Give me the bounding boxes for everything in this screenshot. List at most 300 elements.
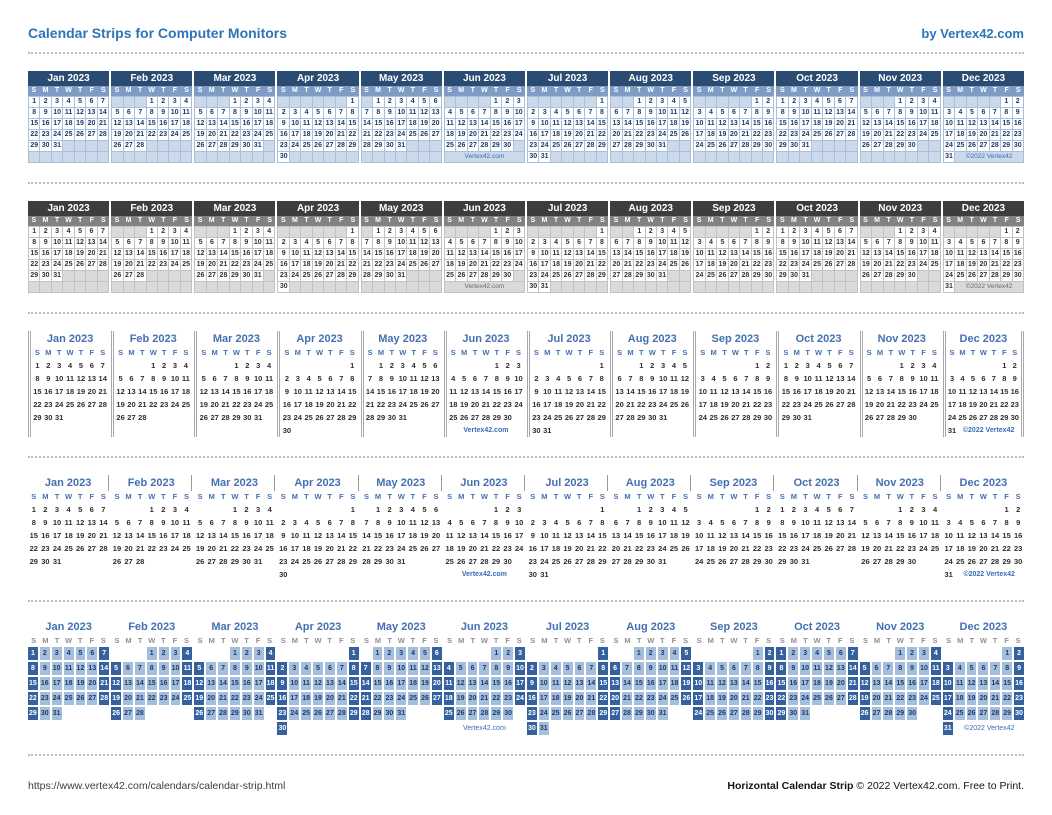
date-cell: 1 [776,647,786,660]
month-block [776,331,857,437]
date-cell: 24 [254,692,264,705]
date-cell: 18 [409,387,418,396]
date-cell: 16 [789,531,799,540]
date-cell: 14 [337,250,345,257]
date-cell: 24 [52,544,62,553]
day-letter: S [100,348,106,357]
date-cell: 2 [1016,505,1021,514]
date-cell: 2 [245,361,250,370]
day-letter: W [482,348,490,357]
date-cell: 28 [586,272,595,279]
date-cell: 27 [127,413,136,422]
day-letter: W [896,217,904,224]
date-cell: 3 [52,647,62,660]
date-cell: 7 [362,238,372,248]
date-cell [539,227,549,237]
date-cell: 3 [514,227,524,237]
date-cell: 23 [279,272,288,279]
date-cell: 8 [373,108,383,118]
month-block [527,619,608,735]
month-block [28,71,109,163]
day-letter: T [886,636,891,645]
date-cell: 9 [161,518,166,527]
month-title: May 2023 [376,621,426,633]
day-letter: S [600,217,605,224]
date-cell: 30 [40,707,50,720]
date-cell: 15 [896,250,905,257]
date-cell: 25 [707,142,715,149]
date-cell: 16 [527,692,537,705]
date-cell: 23 [646,544,655,553]
date-cell: 20 [469,131,477,138]
month-block [28,475,109,581]
date-cell [669,424,680,437]
date-cell: 20 [873,261,882,268]
date-grid [194,647,275,735]
date-cell: 19 [824,120,833,127]
date-cell: 22 [752,261,761,268]
date-cell: 28 [221,413,230,422]
copyright-title: Horizontal Calendar Strip [727,780,854,792]
day-letter: W [314,492,322,501]
date-cell: 2 [284,374,289,383]
date-cell [918,152,928,162]
date-cell: 22 [491,544,501,553]
source-url-link[interactable]: https://www.vertex42.com/calendars/calendar-strip.html [28,780,286,792]
date-cell [86,411,97,424]
date-cell [708,359,719,372]
date-cell: 3 [946,518,951,527]
date-cell [717,282,727,292]
date-cell: 9 [389,374,394,383]
date-cell: 4 [814,505,820,514]
date-cell: 28 [219,142,228,149]
day-letter: S [766,217,772,224]
date-cell: 11 [707,250,715,257]
date-cell [468,647,478,660]
date-cell: 21 [99,677,109,690]
date-cell: 31 [944,570,953,579]
date-cell: 30 [907,272,916,279]
date-cell: 20 [210,400,219,409]
date-cell: 21 [481,400,491,409]
date-cell [730,359,741,372]
date-cell [147,282,157,292]
day-letter: T [387,87,392,94]
day-letter: S [280,492,286,501]
date-cell: 9 [40,238,50,248]
calendar-strip-blue-bordered [28,71,1024,163]
date-cell [705,722,715,735]
date-cell: 18 [265,120,274,127]
date-cell: 24 [253,131,262,138]
date-cell [967,227,977,237]
date-cell: 27 [325,557,334,566]
month-title: Jan 2023 [45,621,92,633]
date-cell: 4 [816,361,821,370]
date-cell: 6 [978,238,988,248]
date-cell: 7 [135,662,145,675]
day-letter: T [636,636,642,645]
date-cell: 3 [803,505,808,514]
date-cell [834,555,846,568]
date-cell: 28 [586,707,596,720]
date-cell: 13 [730,250,738,257]
date-cell: 23 [648,400,657,409]
date-cell: 6 [729,238,739,248]
date-cell [906,568,918,581]
day-letter-row [448,347,524,359]
date-cell: 4 [812,97,822,107]
date-cell: 7 [744,374,749,383]
date-cell: 20 [875,400,885,409]
date-cell: 11 [707,120,715,127]
day-letter: T [470,87,475,94]
date-cell: 1 [637,505,642,514]
date-cell [598,722,608,735]
date-cell: 11 [930,374,939,383]
date-cell: 2 [241,227,251,237]
day-letter: F [255,348,261,357]
date-cell: 19 [420,531,429,540]
month-block [194,71,275,163]
date-cell: 3 [400,361,405,370]
date-cell [646,152,656,162]
date-cell: 23 [765,692,775,705]
date-cell [361,503,373,516]
date-cell: 9 [909,518,914,527]
day-letter: W [66,348,74,357]
day-letter: T [577,87,582,94]
date-cell [171,722,181,735]
date-cell: 21 [848,677,858,690]
date-cell: 23 [790,131,799,138]
date-cell: 1 [491,97,501,107]
date-cell: 21 [99,120,107,127]
date-cell: 18 [669,387,679,396]
date-cell [883,503,895,516]
date-cell [636,424,647,437]
date-cell: 19 [718,131,727,138]
date-cell: 14 [99,109,107,116]
day-letter: S [766,492,772,501]
date-cell: 10 [945,250,953,257]
month-title: Apr 2023 [277,201,358,216]
date-cell: 10 [943,677,953,690]
day-letter: W [148,87,156,94]
date-cell: 19 [825,387,834,396]
date-cell: 11 [554,387,563,396]
date-cell: 18 [302,544,311,553]
date-cell [220,359,231,372]
date-grid [693,503,774,581]
date-cell: 7 [585,108,595,118]
day-letter: F [754,217,760,224]
date-cell: 17 [397,250,406,257]
date-cell: 25 [930,131,939,138]
date-cell: 17 [514,120,523,127]
day-letter: S [1015,636,1021,645]
date-cell: 23 [503,544,512,553]
day-letter-row [28,635,109,647]
date-cell: 11 [408,239,417,246]
date-cell: 4 [958,518,963,527]
date-grid [444,226,525,293]
date-cell: 17 [801,120,810,127]
date-cell [349,722,359,735]
date-grid [444,647,525,735]
date-cell: 31 [800,707,810,720]
date-cell: 24 [514,261,523,268]
date-cell: 25 [446,142,454,149]
date-cell [931,722,941,735]
date-cell: 16 [159,531,168,540]
date-cell: 18 [670,677,680,690]
date-cell: 2 [910,361,915,370]
day-letter: W [647,217,655,224]
date-cell: 23 [503,692,513,705]
calendar-strip-gray-bordered [28,201,1024,293]
date-cell: 10 [290,531,300,540]
date-cell: 1 [373,97,383,107]
date-cell: 10 [944,531,953,540]
date-cell: 18 [669,531,679,540]
date-cell: 11 [669,109,678,116]
date-cell: 12 [861,250,870,257]
date-cell: 9 [650,374,655,383]
date-cell [717,97,727,107]
date-cell: 7 [362,108,372,118]
date-cell [159,722,169,735]
date-cell: 15 [492,387,501,396]
date-cell: 11 [931,518,939,527]
date-cell [861,97,871,107]
date-cell: 11 [182,239,190,246]
day-letter-row [444,491,525,503]
date-cell: 26 [457,142,466,149]
date-cell: 22 [598,544,607,553]
date-cell: 15 [374,120,383,127]
day-letter-row [943,216,1024,226]
date-cell: 3 [256,505,261,514]
date-cell [54,424,65,437]
date-cell: 13 [431,109,440,116]
byline-link[interactable]: by Vertex42.com [921,26,1024,41]
date-cell [325,359,336,372]
date-cell: 11 [266,662,276,675]
date-cell: 28 [741,707,751,720]
day-letter: M [211,348,218,357]
date-cell: 7 [888,374,893,383]
date-cell: 8 [899,374,904,383]
date-cell [313,282,323,292]
date-cell [313,152,323,162]
date-cell [455,503,467,516]
date-cell [634,282,644,292]
watermark-note: Vertex42.com [461,571,507,578]
date-cell [835,282,845,292]
date-cell: 27 [124,142,133,149]
date-cell: 8 [1002,662,1012,675]
date-cell [384,722,394,735]
date-cell: 30 [789,557,799,566]
month-title: Mar 2023 [212,333,260,345]
day-letter: M [375,87,381,94]
date-cell: 12 [314,120,322,127]
date-cell [861,282,871,292]
date-cell: 8 [28,662,38,675]
date-cell [408,411,419,424]
day-letter: M [458,636,465,645]
date-cell: 30 [764,142,773,149]
day-letter: T [886,492,891,501]
date-cell: 25 [812,544,822,553]
date-cell: 1 [752,227,762,237]
month-title: Sep 2023 [710,621,758,633]
date-cell [944,227,954,237]
date-cell: 9 [387,518,392,527]
date-cell: 6 [472,374,478,383]
watermark-note: Vertex42.com [445,152,524,162]
date-cell: 12 [824,662,834,675]
date-cell [180,424,191,437]
date-cell: 3 [289,662,299,675]
date-cell: 2 [528,238,538,248]
date-cell: 20 [325,692,335,705]
date-cell: 22 [348,261,357,268]
day-letter: M [208,636,215,645]
date-cell [99,722,109,735]
date-cell: 1 [373,227,383,237]
date-cell: 27 [872,557,882,566]
date-cell [622,647,632,660]
date-cell [124,227,134,237]
date-cell [585,97,595,107]
date-cell: 30 [788,707,798,720]
date-cell: 4 [708,518,713,527]
date-cell: 8 [230,238,240,248]
date-cell: 15 [778,120,787,127]
date-cell: 25 [302,142,311,149]
date-cell: 17 [170,387,180,396]
day-letter: M [544,348,551,357]
date-cell: 20 [431,531,441,540]
date-cell: 9 [789,238,799,248]
day-letter: S [932,492,938,501]
date-cell: 3 [290,238,300,248]
month-title: Jun 2023 [462,333,510,345]
date-cell [420,707,430,720]
date-cell [573,503,585,516]
day-letter: S [949,348,955,357]
day-letter: T [223,348,228,357]
date-cell: 30 [1013,272,1022,279]
date-cell: 6 [207,238,217,248]
date-cell: 17 [514,387,523,396]
date-cell: 21 [623,261,632,268]
date-cell: 16 [279,131,288,138]
date-cell: 28 [337,272,345,279]
date-cell: 27 [873,272,882,279]
date-cell [218,647,228,660]
date-grid [111,647,192,735]
day-letter: M [874,217,880,224]
day-letter: W [730,217,738,224]
date-cell [301,227,311,237]
month-title: Aug 2023 [610,201,691,216]
day-letter: T [244,87,249,94]
date-cell [658,722,668,735]
date-cell [800,722,810,735]
date-cell: 4 [931,647,941,660]
date-cell [444,647,454,660]
date-cell: 19 [196,261,205,268]
date-cell: 8 [598,662,608,675]
day-letter: T [720,87,725,94]
date-cell: 24 [695,142,704,149]
date-cell [218,97,228,107]
date-cell: 23 [279,557,288,566]
date-cell: 13 [87,239,96,246]
date-cell [719,359,730,372]
date-cell: 2 [159,647,169,660]
date-cell: 4 [66,505,71,514]
date-cell: 1 [1001,227,1011,237]
date-cell: 13 [729,531,739,540]
day-letter: M [959,348,966,357]
date-cell: 26 [681,544,690,553]
day-letter: S [101,87,106,94]
date-cell [623,282,633,292]
day-letter: W [979,492,987,501]
day-letter: T [803,87,808,94]
day-letter: M [291,492,298,501]
date-cell: 8 [491,108,501,118]
day-letter: M [125,636,132,645]
date-cell: 14 [337,677,347,690]
date-cell: 12 [968,120,976,127]
date-cell: 27 [875,413,885,422]
date-cell: 19 [456,692,466,705]
date-cell: 30 [646,557,655,566]
date-cell: 30 [1014,707,1024,720]
day-letter: T [637,87,642,94]
date-grid [444,503,525,581]
date-cell: 4 [447,518,452,527]
date-cell: 22 [373,544,383,553]
month-block [776,201,857,293]
date-cell: 6 [212,374,217,383]
date-cell: 13 [575,387,585,396]
month-title: Apr 2023 [277,71,358,86]
date-cell [385,282,395,292]
date-cell: 16 [159,250,168,257]
date-cell: 28 [586,413,595,422]
date-cell: 1 [634,647,644,660]
date-cell [76,411,87,424]
date-cell: 10 [53,239,62,246]
date-cell: 24 [919,400,928,409]
date-cell [918,271,928,281]
day-letter-row [277,216,358,226]
day-letter: M [125,492,132,501]
date-cell [419,141,429,151]
date-cell [646,282,656,292]
day-letter: S [100,492,106,501]
date-cell: 1 [1004,505,1009,514]
date-cell: 15 [30,250,39,257]
month-title: Feb 2023 [129,333,177,345]
